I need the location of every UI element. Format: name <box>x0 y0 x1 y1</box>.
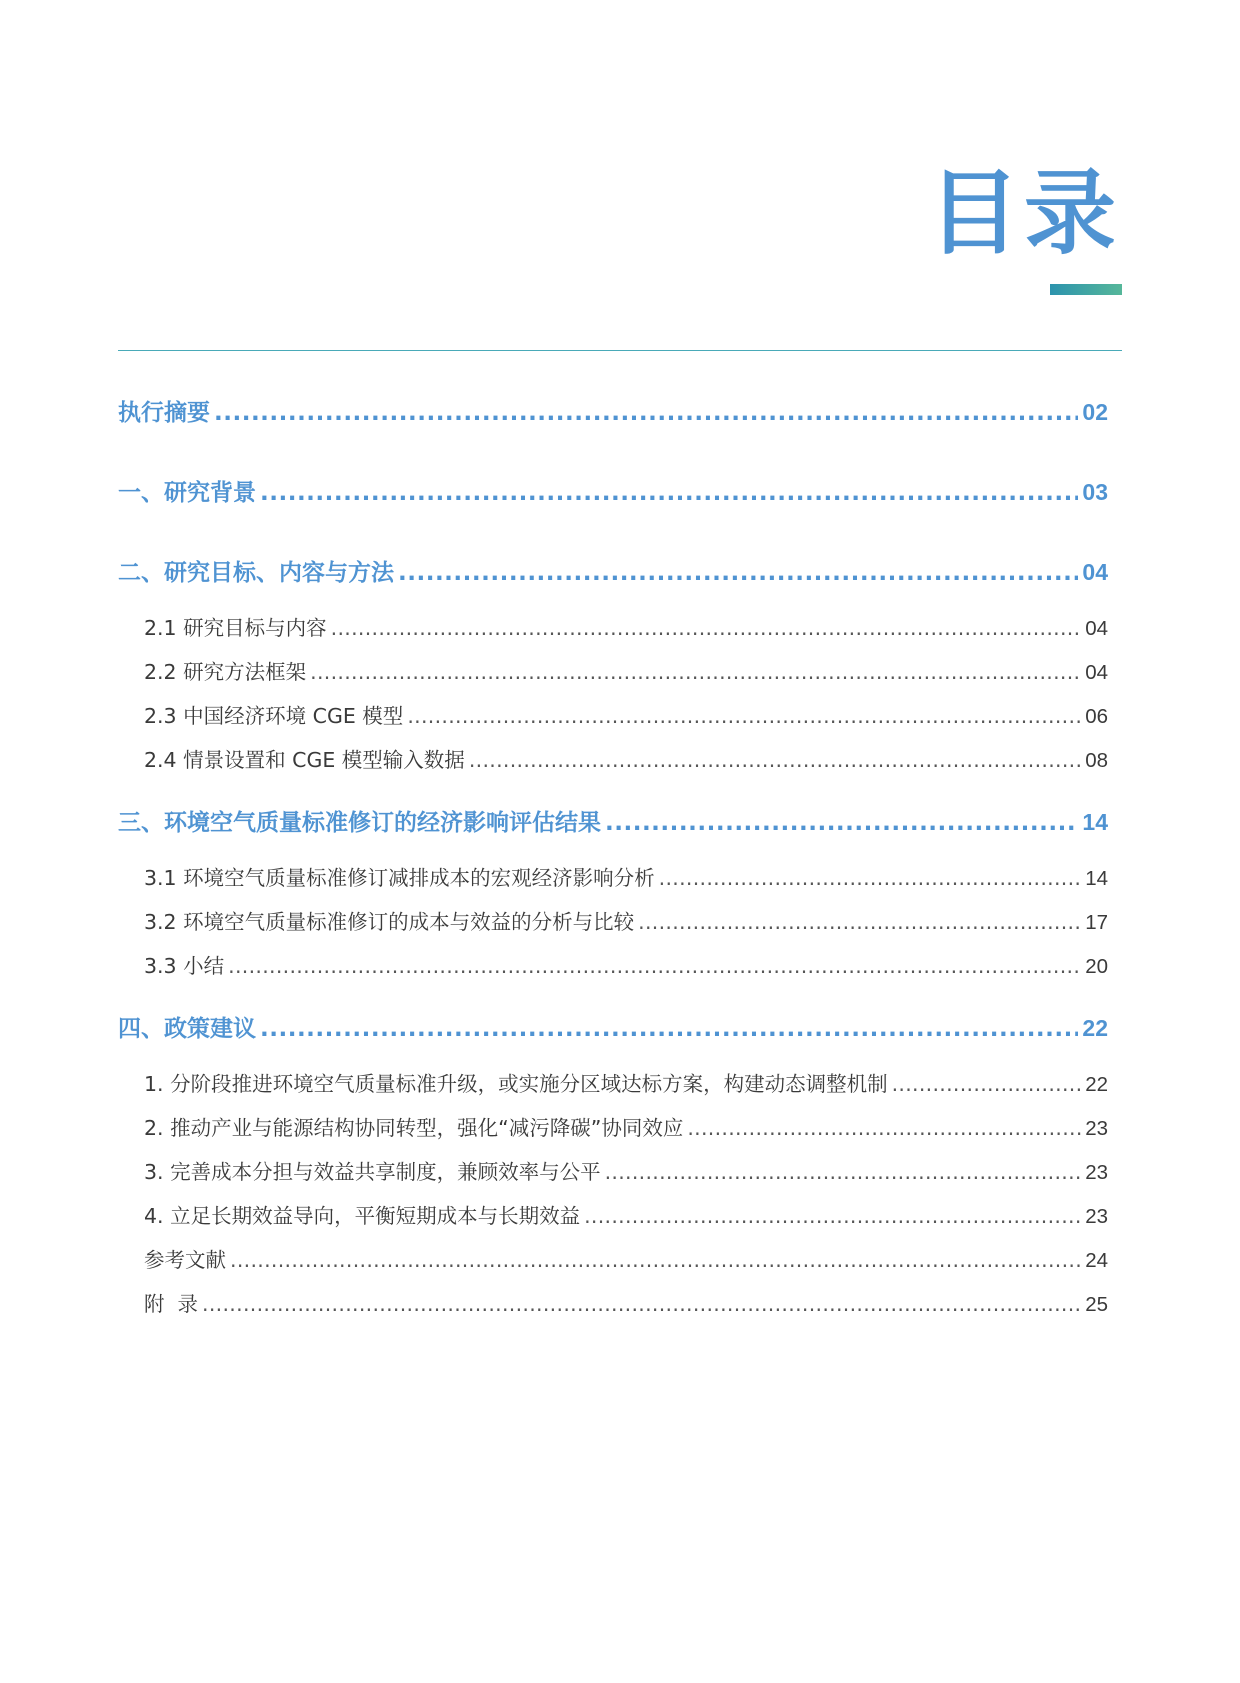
toc-entry-label: 2.4 情景设置和 CGE 模型输入数据 <box>144 748 465 772</box>
dot-leader <box>230 1238 1081 1282</box>
toc-entry-page: 20 <box>1085 955 1108 978</box>
dot-leader <box>407 694 1081 738</box>
toc-entry-page: 25 <box>1085 1293 1108 1316</box>
toc-entry-page: 08 <box>1085 749 1108 772</box>
toc-subentry-3-1[interactable] <box>118 856 1108 900</box>
toc-entry-label: 2.3 中国经济环境 CGE 模型 <box>144 704 404 728</box>
toc-subentry-3-2[interactable] <box>118 900 1108 944</box>
dot-leader <box>605 1150 1082 1194</box>
toc-entry-label: 二、研究目标、内容与方法 <box>118 560 394 586</box>
toc-entry-page: 23 <box>1085 1205 1108 1228</box>
toc-subentry-2-2[interactable] <box>118 650 1108 694</box>
dot-leader <box>638 900 1081 944</box>
toc-entry-page: 04 <box>1085 661 1108 684</box>
dot-leader <box>260 453 1078 533</box>
dot-leader <box>310 650 1081 694</box>
toc-entry-label: 3.3 小结 <box>144 954 225 978</box>
toc-entry-label: 4. 立足长期效益导向，平衡短期成本与长期效益 <box>144 1204 581 1228</box>
toc-entry-label: 1. 分阶段推进环境空气质量标准升级，或实施分区域达标方案，构建动态调整机制 <box>144 1072 888 1096</box>
toc-subentry-2-4[interactable] <box>118 738 1108 782</box>
toc-entry-section-4[interactable] <box>118 988 1108 1068</box>
toc-entry-section-1[interactable] <box>118 452 1108 532</box>
toc-entry-label: 2.1 研究目标与内容 <box>144 616 327 640</box>
divider <box>118 350 1122 351</box>
dot-leader <box>260 989 1078 1069</box>
toc-entry-label: 执行摘要 <box>118 400 210 426</box>
toc-entry-page: 03 <box>1082 479 1108 505</box>
toc-entry-page: 04 <box>1085 617 1108 640</box>
toc-entry-page: 14 <box>1082 809 1108 835</box>
toc-entry-page: 23 <box>1085 1161 1108 1184</box>
toc-entry-page: 23 <box>1085 1117 1108 1140</box>
dot-leader <box>331 606 1082 650</box>
toc-entry-label: 三、环境空气质量标准修订的经济影响评估结果 <box>118 810 601 836</box>
dot-leader <box>892 1062 1082 1106</box>
toc-subentry-4-1[interactable] <box>118 1062 1108 1106</box>
toc-entry-label: 3.2 环境空气质量标准修订的成本与效益的分析与比较 <box>144 910 635 934</box>
toc-entry-page: 02 <box>1082 399 1108 425</box>
toc-subentry-4-3[interactable] <box>118 1150 1108 1194</box>
toc-entry-section-2[interactable] <box>118 532 1108 612</box>
dot-leader <box>605 783 1078 863</box>
toc-entry-label: 参考文献 <box>144 1248 226 1272</box>
table-of-contents <box>118 372 1108 1326</box>
dot-leader <box>687 1106 1081 1150</box>
dot-leader <box>202 1282 1081 1326</box>
toc-entry-exec-summary[interactable] <box>118 372 1108 452</box>
toc-entry-page: 14 <box>1085 867 1108 890</box>
toc-entry-page: 17 <box>1085 911 1108 934</box>
toc-entry-label: 2.2 研究方法框架 <box>144 660 307 684</box>
toc-entry-label: 一、研究背景 <box>118 480 256 506</box>
toc-subentry-2-1[interactable] <box>118 606 1108 650</box>
dot-leader <box>659 856 1082 900</box>
toc-entry-label: 四、政策建议 <box>118 1016 256 1042</box>
toc-subentry-4-4[interactable] <box>118 1194 1108 1238</box>
toc-entry-page: 06 <box>1085 705 1108 728</box>
toc-entry-references[interactable] <box>118 1238 1108 1282</box>
toc-subentry-3-3[interactable] <box>118 944 1108 988</box>
dot-leader <box>469 738 1081 782</box>
dot-leader <box>584 1194 1081 1238</box>
toc-entry-page: 24 <box>1085 1249 1108 1272</box>
toc-entry-appendix[interactable] <box>118 1282 1108 1326</box>
toc-entry-page: 22 <box>1085 1073 1108 1096</box>
dot-leader <box>398 533 1078 613</box>
toc-entry-section-3[interactable] <box>118 782 1108 862</box>
toc-entry-page: 04 <box>1082 559 1108 585</box>
toc-entry-label: 附 录 <box>144 1292 199 1316</box>
dot-leader <box>214 373 1078 453</box>
toc-entry-label: 3.1 环境空气质量标准修订减排成本的宏观经济影响分析 <box>144 866 655 890</box>
toc-entry-label: 2. 推动产业与能源结构协同转型，强化“减污降碳”协同效应 <box>144 1116 684 1140</box>
title-accent-bar <box>1050 284 1122 295</box>
dot-leader <box>228 944 1081 988</box>
page-title: 目录 <box>927 160 1120 267</box>
toc-entry-page: 22 <box>1082 1015 1108 1041</box>
toc-subentry-2-3[interactable] <box>118 694 1108 738</box>
toc-subentry-4-2[interactable] <box>118 1106 1108 1150</box>
toc-entry-label: 3. 完善成本分担与效益共享制度，兼顾效率与公平 <box>144 1160 601 1184</box>
